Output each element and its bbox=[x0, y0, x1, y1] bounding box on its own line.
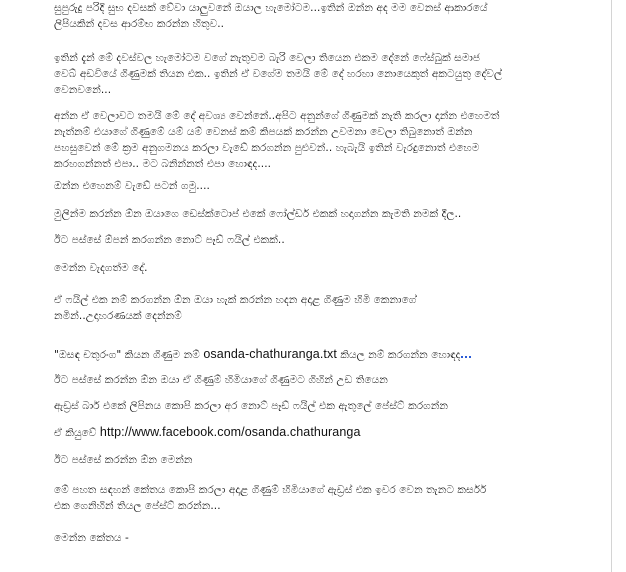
sinhala-text: ඒ කියුවේ bbox=[54, 427, 100, 439]
paragraph-line: ලිපියකින් දවස ආරම්භ කරන්න හිතුව.. bbox=[54, 18, 225, 30]
paragraph bbox=[54, 178, 210, 194]
paragraph-line: ඊට පස්සේ ඕපන් කරගන්න නොට් පෑඩ් ෆයිල් එකක්.. bbox=[54, 234, 285, 246]
paragraph-line bbox=[54, 346, 471, 363]
paragraph-line: වෙනවනේ... bbox=[54, 84, 112, 96]
paragraph bbox=[54, 292, 416, 324]
paragraph-line: මේ පහත සඳහන් කේතය කොපි කරලා අදාළ ගිණුම් හිමියාගේ ඇඩ්‍රස් එක ඉවර වෙන තැනට කර්සර් bbox=[54, 484, 487, 496]
paragraph bbox=[54, 206, 461, 222]
paragraph-line: අන්න ඒ වෙලාවට තමයි මේ දේ අවශ්‍ය වෙන්නේ..අපිට අනුන්ගේ ගිණුමක් නැති කරලා දාන්න එහෙමත් bbox=[54, 110, 500, 122]
paragraph-line: ඔන්න එහෙනම් වැඩේ පටන් ගමු.... bbox=[54, 180, 210, 192]
paragraph bbox=[54, 346, 471, 363]
paragraph bbox=[54, 372, 388, 388]
paragraph bbox=[54, 424, 361, 441]
paragraph-line bbox=[54, 424, 361, 441]
paragraph-line: වෙබ් අඩවියේ ගිණුමක් තියන එක.. ඉතින් ඒ වගේම තමයි මේ දේ හරහා නොයෙකුත් අකටයුතු දේවල් bbox=[54, 68, 503, 80]
paragraph-line: සුපුරුදු පරිදි සුභ දවසක් වේවා යාලුවනේ ඔයාල හැමෝටම...ඉතින් ඔන්න අද මම වෙනස් ආකාරයේ bbox=[54, 2, 488, 14]
paragraph bbox=[54, 108, 499, 172]
paragraph bbox=[54, 260, 148, 276]
paragraph-line: කරහගන්නත් එපා.. මට බනින්නත් එපා හොඳද.... bbox=[54, 158, 272, 170]
paragraph-line: නැත්නම් එයාගේ ගිණුමේ යම් යම් වෙනස් කම් කිපයක් කරන්න උවමනා වෙලා තිබුනොත් ඔන්න bbox=[54, 126, 473, 138]
paragraph bbox=[54, 482, 486, 514]
paragraph-line: ඒ ෆයිල් එක නම් කරගන්න ඕන ඔයා හැක් කරන්න හදන අදාළ ගිණුම හිමි කෙනාගේ bbox=[54, 294, 417, 306]
paragraph-line: මුලින්ම කරන්න ඕන ඔයාගෙ ඩෙස්ක්ටොප් එකේ ෆෝල්ඩර් එකක් හදාගන්න කැමති නමක් දීල.. bbox=[54, 208, 462, 220]
sinhala-text: කියල නම් කරගන්න හොඳද bbox=[336, 349, 461, 361]
paragraph-line: මෙන්න වැදගත්ම දේ. bbox=[54, 262, 148, 274]
paragraph-line: ඉතින් දැන් මේ දවස්වල හැමෝටම වගේ නැතුවම බැරි වෙලා තියෙන එකම දේනේ ෆේස්බුක් සමාජ bbox=[54, 52, 481, 64]
latin-text: osanda-chathuranga.txt bbox=[203, 347, 337, 361]
paragraph bbox=[54, 530, 129, 546]
paragraph-line: එක ගෙනිහින් තියල පේස්ට් කරන්න... bbox=[54, 500, 221, 512]
paragraph bbox=[54, 0, 488, 32]
paragraph bbox=[54, 232, 285, 248]
paragraph-line: ඊට පස්සේ කරන්න ඕන ඔයා ඒ ගිණුම් හිමියාගේ ගිණුමට ගිහින් උඩ තියෙන bbox=[54, 374, 388, 386]
paragraph-line: නමින්..උදාහරණයක් දෙන්නම් bbox=[54, 310, 182, 322]
paragraph-line: මෙන්න කේතය - bbox=[54, 532, 129, 544]
latin-text: http://www.facebook.com/osanda.chathuranga bbox=[99, 425, 361, 439]
paragraph bbox=[54, 452, 193, 468]
sinhala-text: "ඔසඳ චතුරංග" කියන ගිණුම නම් bbox=[54, 349, 204, 361]
spellcheck-underline-icon bbox=[461, 352, 471, 358]
paragraph bbox=[54, 398, 448, 414]
paragraph-line: ඊට පස්සේ කරන්න ඕන මෙන්න bbox=[54, 454, 193, 466]
paragraph bbox=[54, 50, 502, 98]
paragraph-line: ඇඩ්‍රස් බාර් එකේ ලිපිනය කොපි කරලා අර නොට් පෑඩ් ෆයිල් එක ඇතුලේ පේස්ට් කරගන්න bbox=[54, 400, 448, 412]
paragraph-line: පහසුවෙන් මේ ක්‍රම අනුගමනය කරලා වැඩේ කරගන්න පුළුවන්.. හැබැයි ඉතින් වැරදුනොත් එහෙම bbox=[54, 142, 480, 154]
